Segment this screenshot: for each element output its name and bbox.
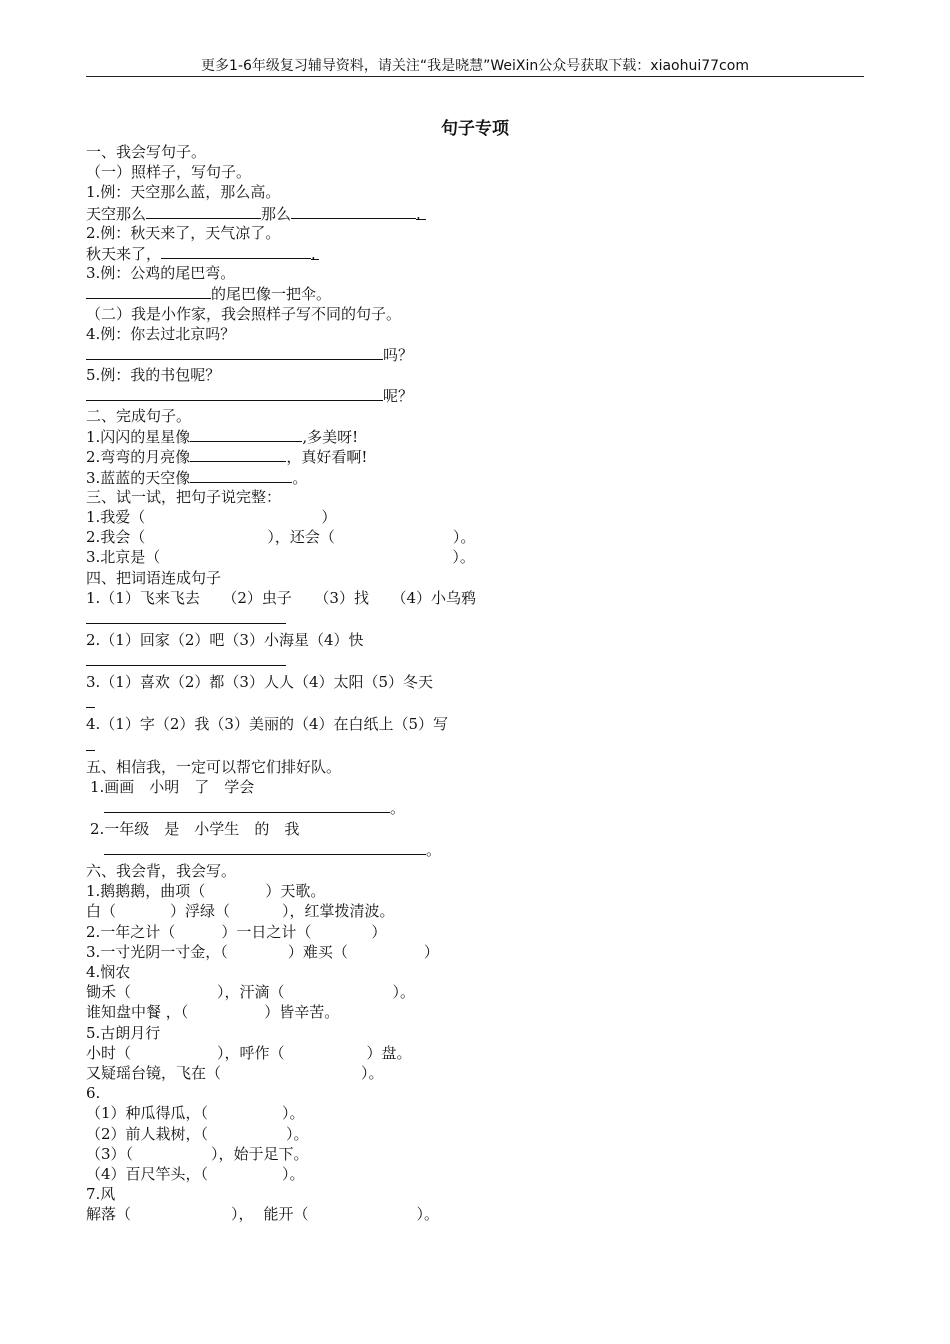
s6-line-10 bbox=[86, 1063, 866, 1083]
text: ,多美呀! bbox=[302, 428, 359, 447]
text: （4）百尺竿头，（ bbox=[86, 1164, 209, 1183]
section-4-heading: 四、把词语连成句子 bbox=[86, 568, 222, 587]
text: ）， bbox=[231, 1205, 254, 1224]
text: 解落（ bbox=[86, 1205, 132, 1224]
text: ）。 bbox=[452, 528, 476, 547]
s6-line-14 bbox=[86, 1144, 866, 1164]
answer-blank[interactable] bbox=[86, 344, 383, 360]
s6-line-6 bbox=[86, 982, 866, 1002]
s1-q5-answer-line bbox=[86, 385, 866, 406]
answer-blank[interactable] bbox=[104, 839, 426, 855]
s6-line-13 bbox=[86, 1124, 866, 1144]
text: 。 bbox=[292, 468, 308, 487]
text: （3）（ bbox=[86, 1144, 134, 1163]
s5-q1-answer-line bbox=[86, 797, 866, 819]
text: 3.北京是（ bbox=[86, 548, 161, 567]
s6-line-1 bbox=[86, 881, 866, 901]
s1-q2-example: 2.例：秋天来了，天气凉了。 bbox=[86, 223, 281, 242]
s1-q3-example: 3.例：公鸡的尾巴弯。 bbox=[86, 264, 236, 283]
text: 能开（ bbox=[263, 1205, 309, 1224]
worksheet-body bbox=[86, 142, 866, 1224]
text: ）。 bbox=[282, 1104, 305, 1123]
s6-line-5: 4.悯农 bbox=[86, 963, 131, 981]
text: 3.一寸光阴一寸金，（ bbox=[86, 942, 228, 961]
text: ，真好看啊! bbox=[286, 448, 368, 467]
s4-q1-answer-line bbox=[86, 608, 866, 630]
text: 1.鹅鹅鹅，曲项（ bbox=[86, 882, 206, 901]
text: 又疑瑶台镜，飞在（ bbox=[86, 1063, 222, 1082]
s2-q2 bbox=[86, 446, 866, 466]
page-header: 更多1-6年级复习辅导资料，请关注“我是晓慧”WeiXin公众号获取下载：xiaohui77com bbox=[201, 58, 749, 74]
text: 呢？ bbox=[383, 387, 414, 406]
s6-line-12 bbox=[86, 1103, 866, 1123]
s6-line-16: 7.风 bbox=[86, 1185, 116, 1204]
answer-blank[interactable] bbox=[146, 203, 261, 219]
s1-q3-answer-line bbox=[86, 283, 866, 303]
s1-q1-answer-line bbox=[86, 203, 866, 223]
s5-q2-answer-line bbox=[86, 839, 866, 861]
text: ）一日之计（ bbox=[221, 922, 312, 941]
text: ）难买（ bbox=[287, 942, 348, 961]
text: ），红掌拨清波。 bbox=[282, 902, 395, 921]
s4-q2-answer-line bbox=[86, 650, 866, 672]
text: 小时（ bbox=[86, 1043, 132, 1062]
text: ），汗滴（ bbox=[217, 983, 285, 1002]
text: . bbox=[311, 244, 319, 260]
answer-blank[interactable] bbox=[86, 608, 286, 624]
text: ）。 bbox=[361, 1063, 384, 1082]
text: 吗？ bbox=[383, 345, 414, 364]
s1-q4-example: 4.例：你去过北京吗？ bbox=[86, 324, 236, 343]
s6-line-8: 5.古朗月行 bbox=[86, 1023, 161, 1042]
text: ），始于足下。 bbox=[211, 1144, 309, 1163]
answer-blank[interactable] bbox=[86, 283, 211, 299]
answer-blank[interactable] bbox=[291, 203, 416, 219]
s4-q2: 2.（1）回家（2）吧（3）小海星（4）快 bbox=[86, 630, 364, 649]
s4-q4-answer-line bbox=[86, 735, 866, 757]
s6-line-11: 6. bbox=[86, 1084, 101, 1103]
s5-q1: 1.画画 小明 了 学会 bbox=[90, 777, 255, 796]
text: 秋天来了， bbox=[86, 244, 162, 263]
text: ）。 bbox=[392, 983, 416, 1002]
s6-line-17 bbox=[86, 1204, 866, 1224]
section-2-heading: 二、完成句子。 bbox=[86, 407, 192, 426]
section-5-heading: 五、相信我，一定可以帮它们排好队。 bbox=[86, 757, 342, 776]
text: 2.弯弯的月亮像 bbox=[86, 448, 191, 467]
section-1-sub-2: （二）我是小作家，我会照样子写不同的句子。 bbox=[86, 304, 402, 323]
text: 谁知盘中餐 ，（ bbox=[86, 1003, 189, 1022]
text: 2.我会（ bbox=[86, 528, 146, 547]
answer-blank[interactable] bbox=[86, 650, 286, 666]
s6-line-15 bbox=[86, 1164, 866, 1184]
text: （1）种瓜得瓜，（ bbox=[86, 1104, 209, 1123]
answer-blank[interactable] bbox=[86, 385, 383, 401]
text: 的尾巴像一把伞。 bbox=[211, 285, 332, 304]
answer-blank[interactable] bbox=[161, 243, 311, 259]
text: ） bbox=[321, 508, 337, 526]
section-1-sub-1: （一）照样子，写句子。 bbox=[86, 163, 252, 182]
document-title: 句子专项 bbox=[441, 119, 509, 139]
s6-line-3 bbox=[86, 922, 866, 942]
s1-q2-answer-line bbox=[86, 243, 866, 263]
s5-q2: 2.一年级 是 小学生 的 我 bbox=[90, 819, 300, 838]
s2-q3 bbox=[86, 467, 866, 487]
section-3-heading: 三、试一试，把句子说完整： bbox=[86, 487, 282, 506]
text: ），呼作（ bbox=[217, 1043, 285, 1062]
period: 。 bbox=[390, 798, 406, 817]
section-6-heading: 六、我会背，我会写。 bbox=[86, 862, 237, 881]
s3-q1 bbox=[86, 507, 866, 527]
text: ） bbox=[423, 942, 439, 961]
answer-blank[interactable] bbox=[190, 467, 292, 483]
s2-q1 bbox=[86, 426, 866, 446]
s6-line-2 bbox=[86, 901, 866, 921]
text: ）天歌。 bbox=[265, 882, 326, 901]
s1-q1-example: 1.例：天空那么蓝，那么高。 bbox=[86, 183, 281, 202]
s6-line-9 bbox=[86, 1043, 866, 1063]
header-divider bbox=[86, 76, 864, 77]
s1-q4-answer-line bbox=[86, 344, 866, 365]
answer-blank[interactable] bbox=[86, 735, 95, 751]
text: 1.闪闪的星星像 bbox=[86, 428, 191, 447]
text: 天空那么 bbox=[86, 204, 147, 223]
answer-blank[interactable] bbox=[190, 426, 302, 442]
period: 。 bbox=[426, 841, 442, 860]
text: ）。 bbox=[452, 548, 475, 567]
s4-q1: 1.（1）飞来飞去 （2）虫子 （3）找 （4）小乌鸦 bbox=[86, 588, 476, 607]
text: 锄禾（ bbox=[86, 983, 132, 1002]
s1-q5-example: 5.例：我的书包呢？ bbox=[86, 365, 221, 384]
text: ）。 bbox=[286, 1124, 309, 1143]
text: 2.一年之计（ bbox=[86, 922, 176, 941]
text: 白（ bbox=[86, 902, 117, 921]
text: （2）前人栽树，（ bbox=[86, 1124, 209, 1143]
s6-line-7 bbox=[86, 1002, 866, 1022]
s4-q3: 3.（1）喜欢（2）都（3）人人（4）太阳（5）冬天 bbox=[86, 673, 434, 692]
text: ） bbox=[371, 922, 387, 941]
answer-blank[interactable] bbox=[86, 692, 95, 708]
text: ）皆辛苦。 bbox=[264, 1003, 340, 1022]
text: 1.我爱（ bbox=[86, 508, 146, 526]
text: ），还会（ bbox=[267, 528, 335, 547]
s4-q3-answer-line bbox=[86, 692, 866, 714]
section-1-heading: 一、我会写句子。 bbox=[86, 143, 207, 161]
answer-blank[interactable] bbox=[104, 797, 390, 813]
s4-q4: 4.（1）字（2）我（3）美丽的（4）在白纸上（5）写 bbox=[86, 715, 449, 734]
s3-q3 bbox=[86, 547, 866, 567]
answer-blank[interactable] bbox=[190, 446, 286, 462]
s6-line-4 bbox=[86, 942, 866, 962]
text: 那么 bbox=[261, 204, 292, 223]
text: 3.蓝蓝的天空像 bbox=[86, 468, 191, 487]
text: ）。 bbox=[416, 1205, 440, 1224]
s3-q2 bbox=[86, 527, 866, 547]
text: ）。 bbox=[282, 1164, 305, 1183]
text: ）盘。 bbox=[366, 1043, 412, 1062]
text: . bbox=[416, 204, 426, 220]
text: ）浮绿（ bbox=[170, 902, 231, 921]
